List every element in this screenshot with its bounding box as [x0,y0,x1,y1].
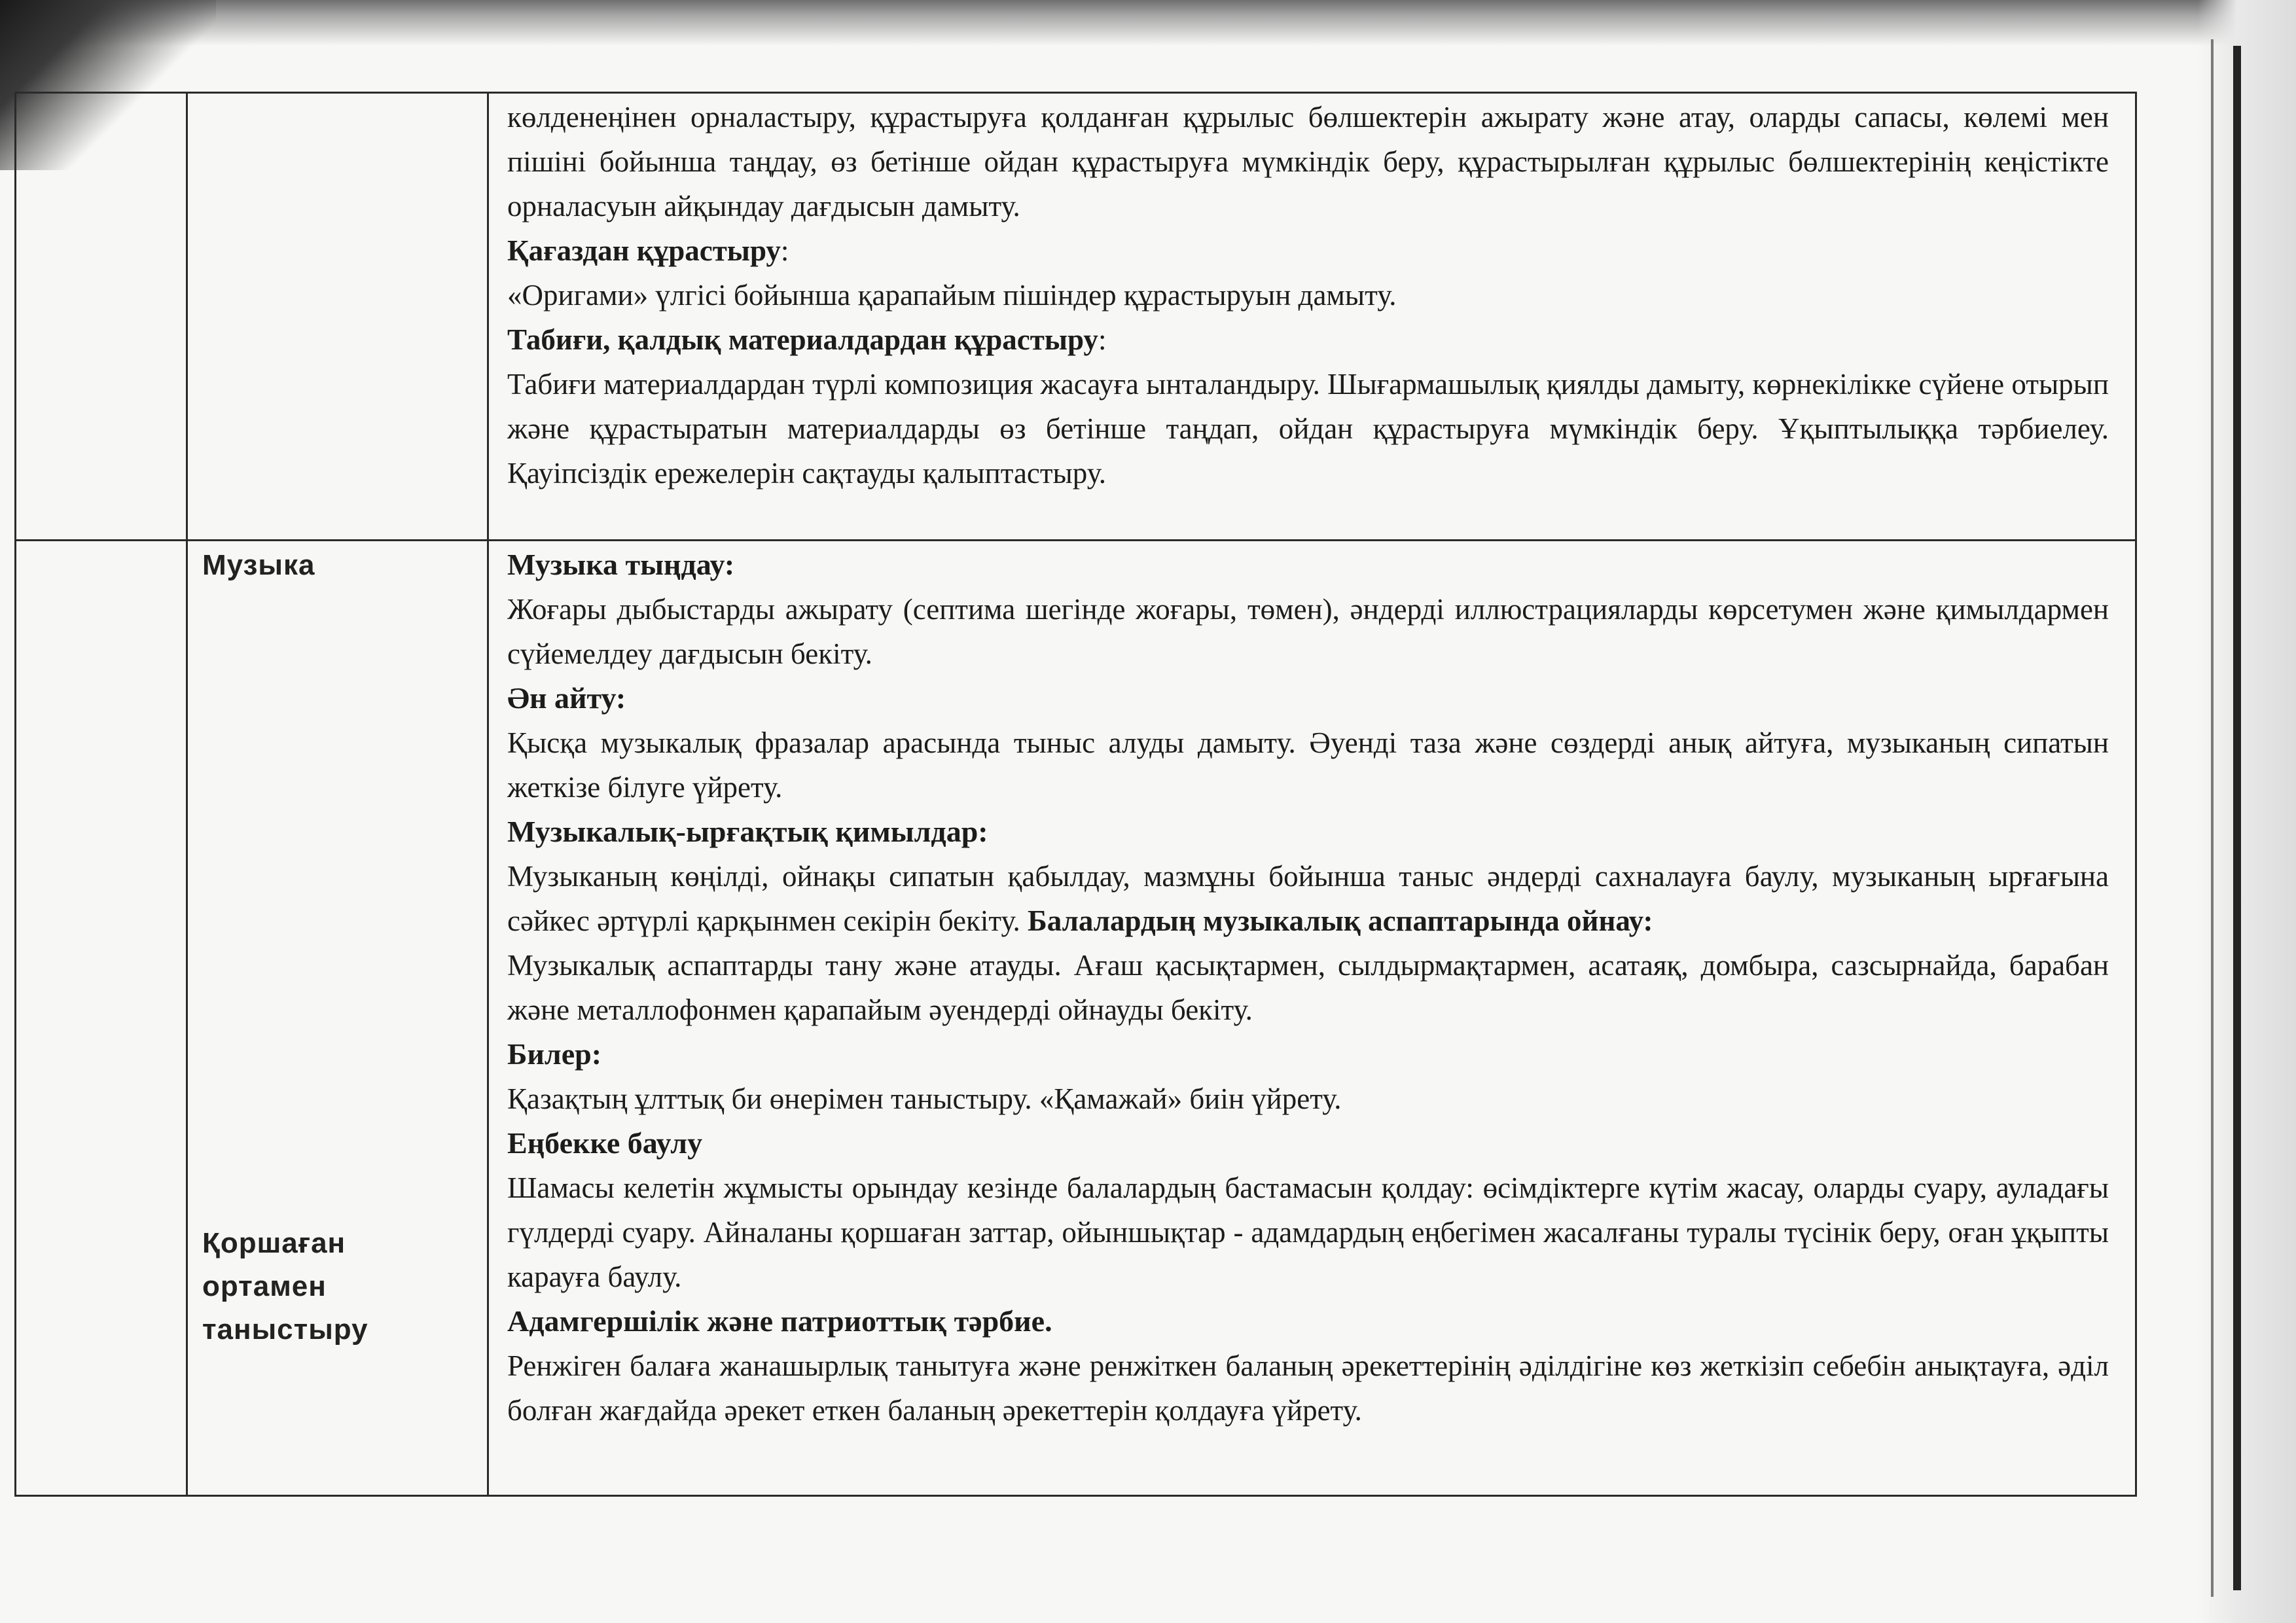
section-heading-line [507,317,2109,362]
section-heading: Ән айту: [507,681,626,715]
table-row [16,93,2136,541]
inline-heading: Балалардың музыкалық аспаптарында ойнау: [1027,904,1653,937]
content-cell [488,541,2136,1496]
curriculum-table [14,92,2137,1497]
number-cell [16,541,187,1496]
paragraph: Табиғи материалдардан түрлі композиция жасауға ынталандыру. Шығармашылық қиялды дамыту, көрнекілікке сүйене отырып және құрастыратын материалдарды өз бетінше таңдап, ойдан құрастыруға мүмкіндік беру. Ұқыптылыққа тәрбиелеу. Қауіпсіздік ережелерін сақтауды қалыптастыру. [507,368,2109,490]
section-heading: Музыка тыңдау: [507,548,735,581]
section-heading: Музыкалық-ырғақтық қимылдар: [507,815,988,848]
scan-edge-line [2211,39,2214,1597]
subject-line: Қоршаған [202,1227,346,1259]
paragraph: «Оригами» үлгісі бойынша қарапайым пішіндер құрастыруын дамыту. [507,279,1397,312]
paragraph: Қысқа музыкалық фразалар арасында тыныс алуды дамыту. Әуенді таза және сөздерді анық айтуға, музыканың сипатын жеткізе білуге үйрету. [507,726,2109,804]
subject-environment [202,1222,368,1351]
section-heading: Адамгершілік және патриоттық тәрбие. [507,1304,1052,1338]
paragraph: Ренжіген балаға жанашырлық танытуға және ренжіткен баланың әрекеттерінің әділдігіне көз жеткізіп себебін анықтауға, әділ болған жағдайда әрекет еткен баланың әрекеттерін қолдауға үйрету. [507,1349,2109,1427]
subject-line: ортамен [202,1270,327,1302]
paragraph: Шамасы келетін жұмысты орындау кезінде балалардың бастамасын қолдау: өсімдіктерге күтім жасау, оларды суару, ауладағы гүлдерді суару. Айналаны қоршаған заттар, ойыншықтар - адамдардың еңбегімен жасалғаны туралы түсінік беру, оған ұқыпты карауға баулу. [507,1171,2109,1293]
section-heading-line [507,228,2109,273]
paragraph: Қазақтың ұлттық би өнерімен таныстыру. «Қамажай» биін үйрету. [507,1082,1342,1115]
subject-line: таныстыру [202,1313,368,1346]
scan-edge-line [2233,46,2241,1590]
subject-music: Музыка [202,549,315,581]
section-heading: Билер: [507,1037,602,1071]
heading-colon: : [1098,323,1107,356]
paragraph: көлденеңінен орналастыру, құрастыруға қолданған құрылыс бөлшектерін ажырату және атау, оларды сапасы, көлемі мен пішіні бойынша таңдау, өз бетінше ойдан құрастыруға мүмкіндік беру, құрастырылған құрылыс бөлшектерінің кеңістікте орналасуын айқындау дағдысын дамыту. [507,101,2109,223]
paragraph: Жоғары дыбыстарды ажырату (септима шегінде жоғары, төмен), әндерді иллюстрацияларды көрсетумен және қимылдармен сүйемелдеу дағдысын бекіту. [507,593,2109,670]
paragraph-text: Музыканың көңілді, ойнақы сипатын қабылдау, мазмұны бойынша таныс әндерді сахналауға баулу, музыканың ырғағына сәйкес әртүрлі қарқынмен секірін бекіту. [507,860,2109,937]
content-cell [488,93,2136,541]
heading-colon: : [780,234,789,267]
subject-cell [187,541,488,1496]
paragraph-with-heading [507,854,2109,943]
scan-shadow-top [0,0,2296,46]
number-cell [16,93,187,541]
subject-cell [187,93,488,541]
paragraph: Музыкалық аспаптарды тану және атауды. Ағаш қасықтармен, сылдырмақтармен, асатаяқ, домбыра, сазсырнайда, барабан және металлофонмен қарапайым әуендерді ойнауды бекіту. [507,949,2109,1026]
section-heading: Еңбекке баулу [507,1126,703,1160]
table-row [16,541,2136,1496]
section-heading: Табиғи, қалдық материалдардан құрастыру [507,323,1098,356]
section-heading: Қағаздан құрастыру [507,234,781,267]
